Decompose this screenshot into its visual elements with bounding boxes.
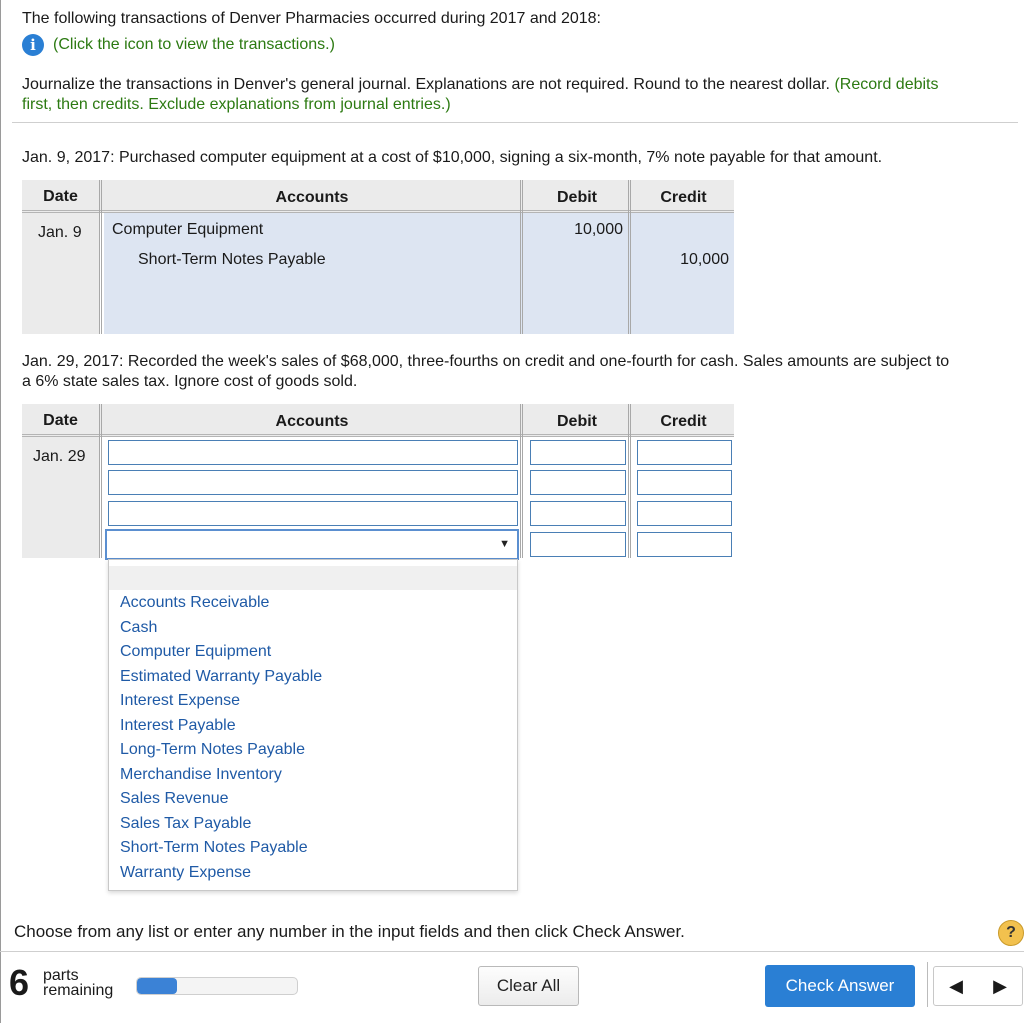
dropdown-option[interactable]: Merchandise Inventory xyxy=(120,766,282,783)
txn2-description xyxy=(22,352,1012,392)
table1-row1-debit: 10,000 xyxy=(574,221,623,238)
progress-fill xyxy=(137,978,177,994)
account-input-row3[interactable] xyxy=(108,501,518,526)
left-border xyxy=(0,0,1,1023)
credit-input-row1[interactable] xyxy=(637,440,732,465)
table1-header-credit: Credit xyxy=(660,189,707,206)
table1-header-debit: Debit xyxy=(557,189,597,206)
dropdown-option[interactable]: Interest Payable xyxy=(120,717,236,734)
parts-count: 6 xyxy=(9,962,30,1003)
instructions-main: Journalize the transactions in Denver's general journal. Explanations are not required. Round to the nearest dollar. xyxy=(22,76,835,93)
parts-label-2: remaining xyxy=(43,982,114,999)
progress-bar xyxy=(136,977,298,995)
footer-hint: Choose from any list or enter any number in the input fields and then click Check Answer. xyxy=(14,922,685,941)
dropdown-option[interactable]: Computer Equipment xyxy=(120,643,272,660)
right-triangle-icon[interactable]: ▶ xyxy=(993,976,1007,996)
table2-sep xyxy=(99,404,102,558)
table1-sep xyxy=(628,180,631,334)
table1-sep xyxy=(520,180,523,334)
table2-sep xyxy=(628,404,631,558)
txn2-description-line1: Jan. 29, 2017: Recorded the week's sales of $68,000, three-fourths on credit and one-fourth for cash. Sales amounts are subject to xyxy=(22,353,950,370)
dropdown-option[interactable]: Warranty Expense xyxy=(120,864,252,881)
table2-header-date: Date xyxy=(43,412,78,429)
table1-date: Jan. 9 xyxy=(38,224,82,241)
debit-input-row2[interactable] xyxy=(530,470,626,495)
parts-label-1: parts xyxy=(43,967,79,984)
clear-all-button[interactable]: Clear All xyxy=(478,966,579,1006)
credit-input-row4[interactable] xyxy=(637,532,732,557)
footer-divider xyxy=(0,951,1024,952)
table1-row1-account: Computer Equipment xyxy=(112,221,264,238)
left-triangle-icon[interactable]: ◀ xyxy=(949,976,963,996)
table2-header-accounts: Accounts xyxy=(275,413,349,430)
txn1-description: Jan. 9, 2017: Purchased computer equipment at a cost of $10,000, signing a six-month, 7% note payable for that amount. xyxy=(22,149,883,166)
view-transactions-link[interactable]: (Click the icon to view the transactions.) xyxy=(53,36,335,53)
table2-sep xyxy=(520,404,523,558)
table2-date: Jan. 29 xyxy=(33,448,86,465)
debit-input-row3[interactable] xyxy=(530,501,626,526)
instructions-green-1: (Record debits xyxy=(834,76,939,93)
txn2-description-line2: a 6% state sales tax. Ignore cost of goods sold. xyxy=(22,373,358,390)
dropdown-option[interactable]: Cash xyxy=(120,619,158,636)
table1-row2-account: Short-Term Notes Payable xyxy=(138,251,326,268)
intro-text: The following transactions of Denver Pharmacies occurred during 2017 and 2018: xyxy=(22,10,601,27)
dropdown-option[interactable]: Long-Term Notes Payable xyxy=(120,741,305,758)
dropdown-option[interactable]: Interest Expense xyxy=(120,692,241,709)
table1-header-accounts: Accounts xyxy=(275,189,349,206)
dropdown-blank-option[interactable] xyxy=(109,566,517,590)
account-input-row1[interactable] xyxy=(108,440,518,465)
help-icon[interactable]: ? xyxy=(998,920,1024,946)
table2-header-debit: Debit xyxy=(557,413,597,430)
check-answer-button[interactable]: Check Answer xyxy=(765,965,915,1007)
nav-divider xyxy=(927,962,928,1007)
dropdown-option[interactable]: Sales Tax Payable xyxy=(120,815,252,832)
instructions-green-2: first, then credits. Exclude explanations from journal entries.) xyxy=(22,96,451,113)
dropdown-option[interactable]: Estimated Warranty Payable xyxy=(120,668,323,685)
account-input-row2[interactable] xyxy=(108,470,518,495)
table1-sep xyxy=(99,180,102,334)
account-dropdown-list[interactable] xyxy=(108,559,518,891)
table1-row2-credit: 10,000 xyxy=(680,251,729,268)
credit-input-row2[interactable] xyxy=(637,470,732,495)
table1-header-date: Date xyxy=(43,188,78,205)
dropdown-option[interactable]: Short-Term Notes Payable xyxy=(120,839,308,856)
dropdown-arrow-icon[interactable]: ▼ xyxy=(499,538,510,550)
table2-header-credit: Credit xyxy=(660,413,707,430)
divider xyxy=(12,122,1018,123)
info-icon[interactable]: i xyxy=(22,34,44,56)
instructions xyxy=(22,75,1012,115)
debit-input-row4[interactable] xyxy=(530,532,626,557)
nav-group xyxy=(933,966,1023,1006)
dropdown-option[interactable]: Accounts Receivable xyxy=(120,594,270,611)
credit-input-row3[interactable] xyxy=(637,501,732,526)
dropdown-option[interactable]: Sales Revenue xyxy=(120,790,229,807)
debit-input-row1[interactable] xyxy=(530,440,626,465)
parts-label xyxy=(43,968,113,998)
account-select-row4[interactable] xyxy=(105,529,519,560)
